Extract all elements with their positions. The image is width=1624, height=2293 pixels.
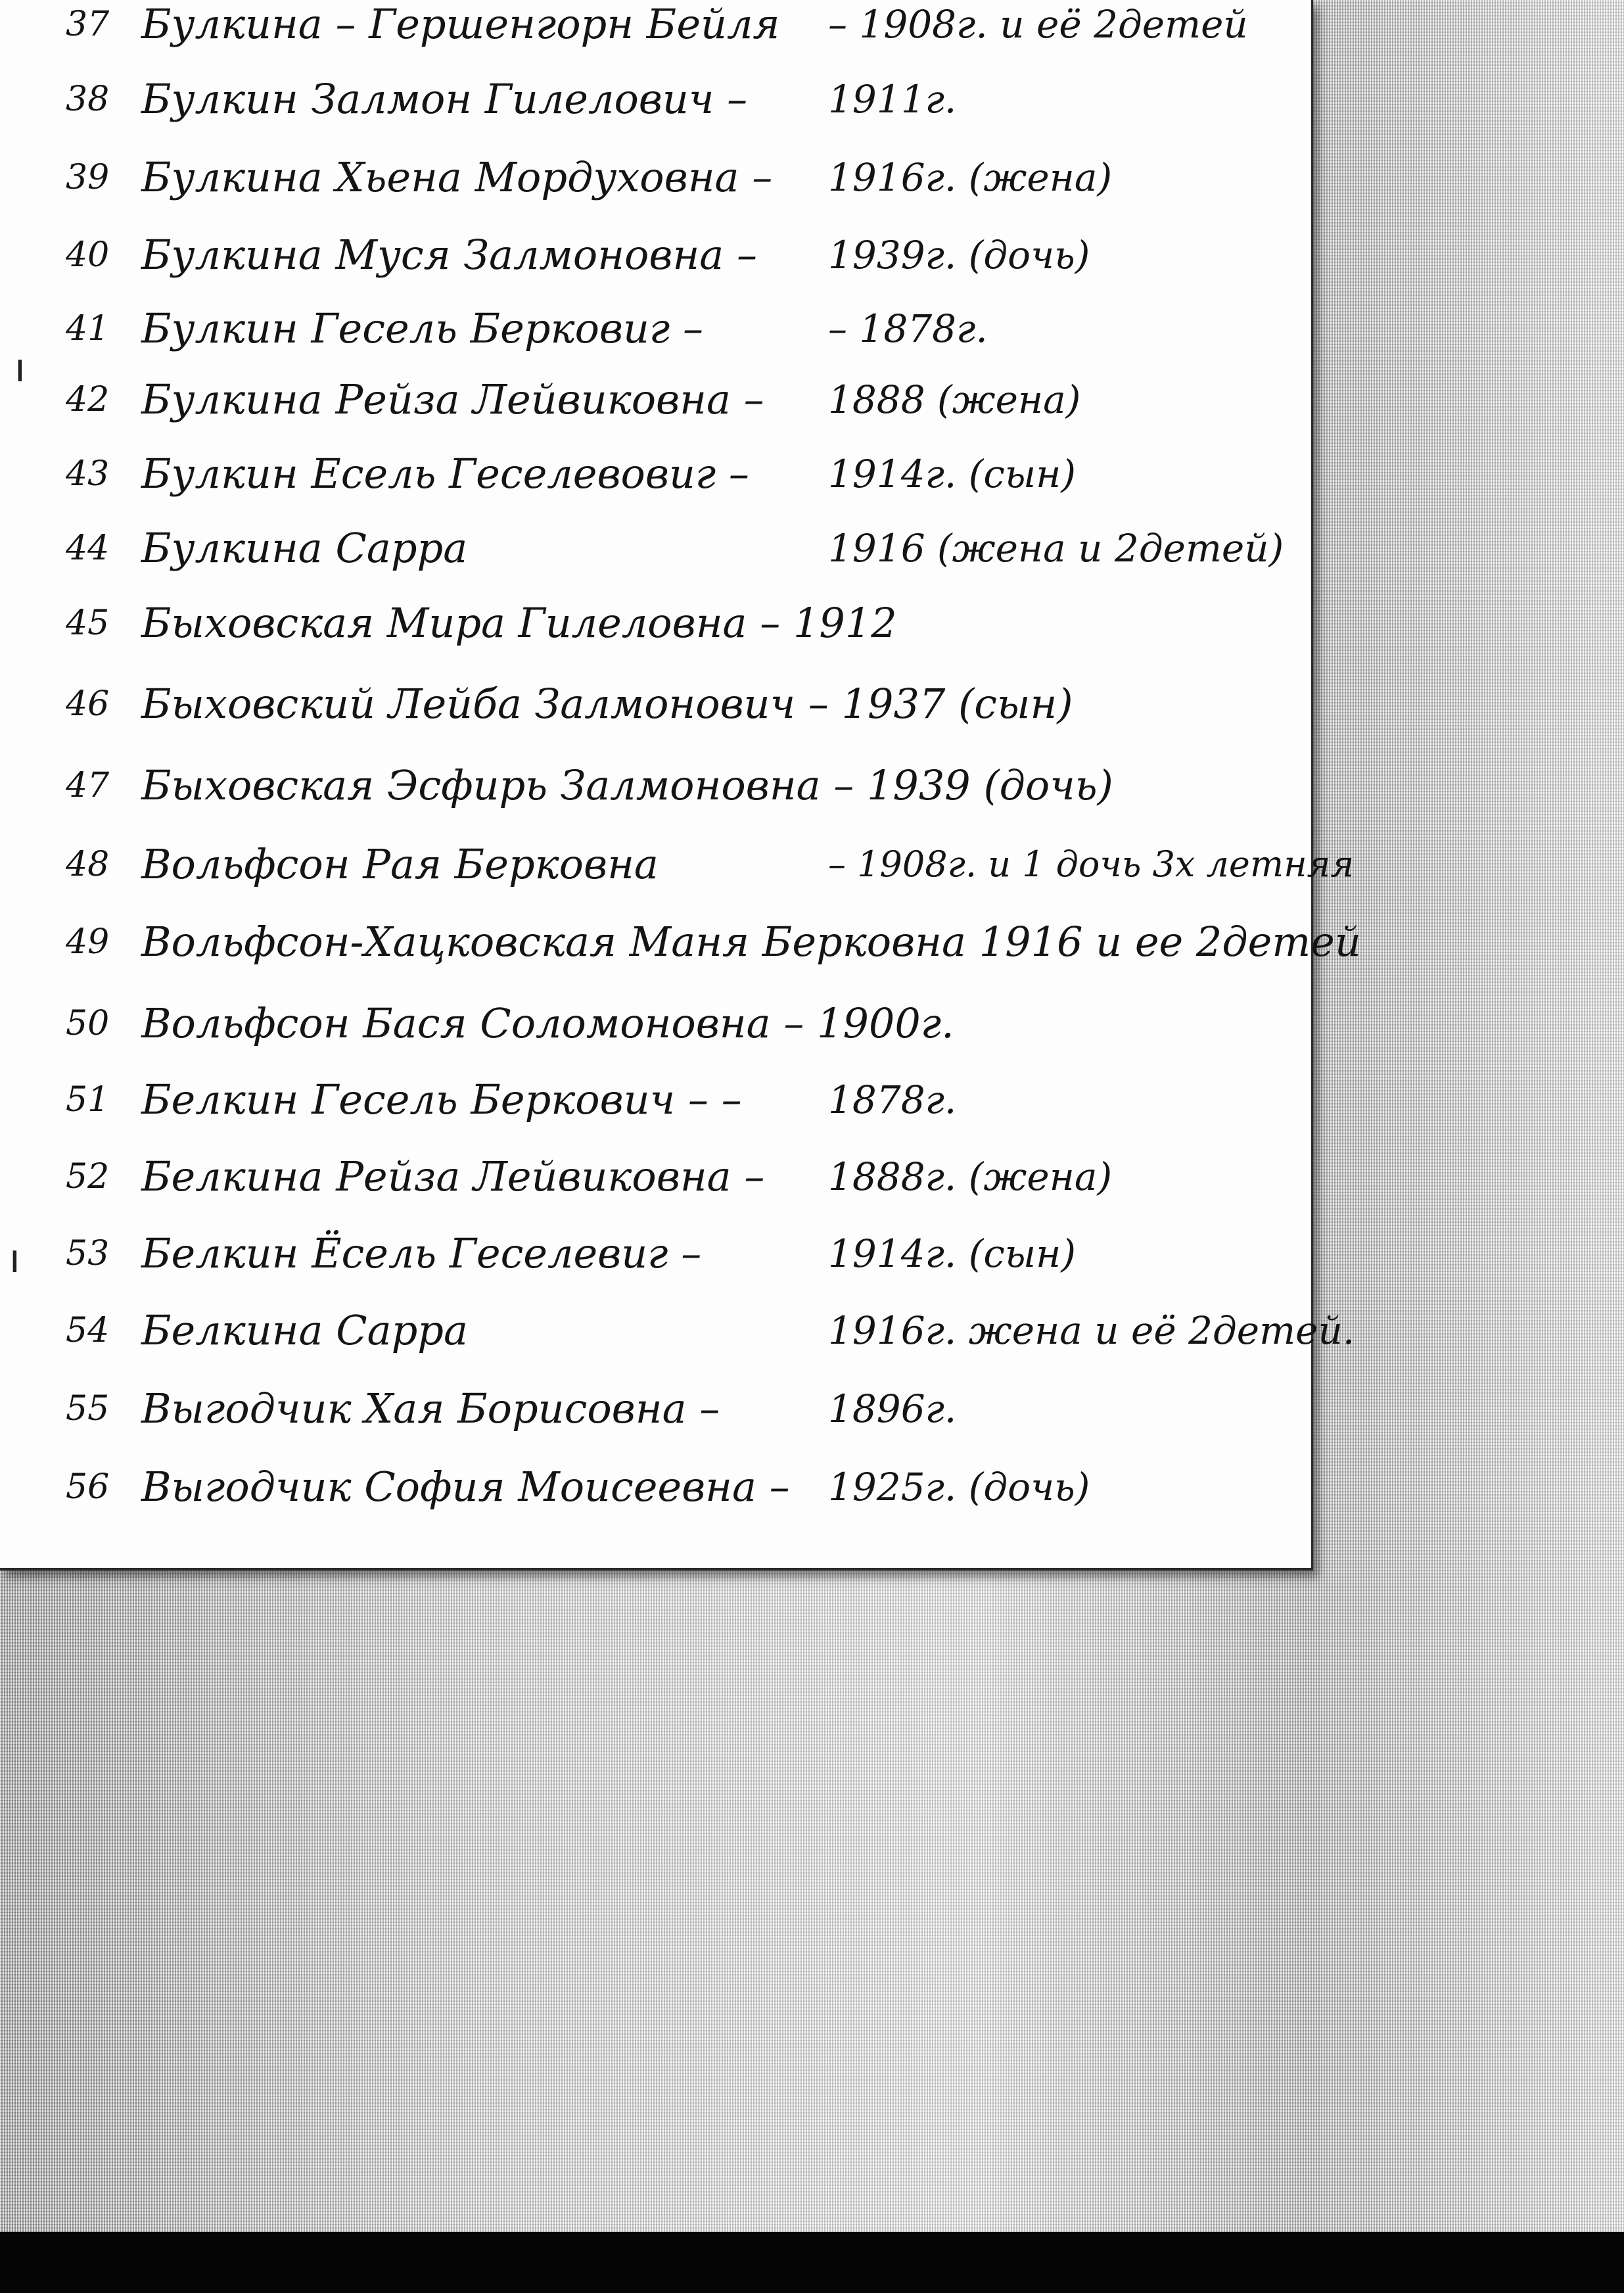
entry-number: 55 — [66, 1389, 110, 1429]
entry-name: Булкина Рейза Лейвиковна – — [141, 375, 764, 423]
entry-name: Вольфсон-Хацковская Маня Берковна 1916 и ее 2детей — [141, 918, 1361, 966]
entry-name: Белкин Ёсель Геселевиг – — [141, 1229, 702, 1277]
entry-number: 49 — [66, 922, 110, 962]
entry-number: 41 — [66, 309, 110, 348]
list-item — [0, 987, 1311, 1060]
entry-info: 1916г. (жена) — [828, 155, 1113, 200]
entry-name: Булкина Хьена Мордуховна – — [141, 153, 773, 201]
list-item — [0, 364, 1311, 436]
entry-number: 42 — [66, 380, 110, 419]
list-item — [0, 438, 1311, 510]
entry-info: – 1878г. — [828, 306, 988, 351]
entry-name: Булкина Сарра — [141, 524, 468, 572]
entry-name: Булкин Есель Геселевовиг – — [141, 450, 749, 498]
entry-info: 1888 (жена) — [828, 377, 1081, 422]
entry-name: Выгодчик Хая Борисовна – — [141, 1384, 720, 1432]
list-item — [0, 1294, 1355, 1367]
entry-name: Быховская Эсфирь Залмоновна – 1939 (дочь) — [141, 761, 1113, 809]
entry-info: 1939г. (дочь) — [828, 233, 1090, 277]
entry-number: 52 — [66, 1157, 110, 1196]
list-item — [0, 828, 1355, 901]
entry-name: Булкина Муся Залмоновна – — [141, 231, 757, 279]
list-item — [0, 1217, 1311, 1290]
entry-name: Белкин Гесель Беркович – – — [141, 1076, 742, 1123]
list-item — [0, 1373, 1311, 1445]
list-item — [0, 512, 1311, 584]
list-item — [0, 906, 1361, 978]
entry-info: 1914г. (сын) — [828, 452, 1076, 496]
list-item — [0, 749, 1311, 822]
entry-info: – 1908г. и 1 дочь 3х летняя — [828, 843, 1355, 885]
entry-info: 1916 (жена и 2детей) — [828, 526, 1284, 571]
entry-name: Белкина Рейза Лейвиковна – — [141, 1152, 765, 1200]
entry-number: 38 — [66, 80, 110, 119]
list-item — [0, 63, 1311, 135]
entry-info: 1914г. (сын) — [828, 1231, 1076, 1276]
entry-number: 51 — [66, 1080, 110, 1120]
entry-number: 50 — [66, 1004, 110, 1043]
list-item — [0, 141, 1311, 214]
entry-number: 56 — [66, 1467, 110, 1507]
list-item — [0, 1451, 1311, 1523]
margin-mark: ı — [14, 345, 26, 391]
entry-name: Быховская Мира Гилеловна – 1912 — [141, 599, 897, 647]
list-item — [0, 293, 1311, 365]
entry-number: 53 — [66, 1234, 110, 1273]
entry-info: 1878г. — [828, 1077, 957, 1122]
entry-number: 54 — [66, 1311, 110, 1350]
entry-number: 47 — [66, 766, 110, 805]
list-item — [0, 1064, 1311, 1136]
entry-name: Выгодчик София Моисеевна – — [141, 1463, 790, 1511]
entry-name: Булкин Гесель Берковиг – — [141, 304, 703, 352]
entry-info: 1896г. — [828, 1386, 957, 1431]
entry-info: 1888г. (жена) — [828, 1154, 1113, 1199]
entry-info: 1916г. жена и её 2детей. — [828, 1308, 1355, 1353]
entry-name: Булкин Залмон Гилелович – — [141, 75, 748, 123]
entry-number: 40 — [66, 235, 110, 275]
entry-number: 37 — [66, 5, 110, 44]
entry-number: 43 — [66, 454, 110, 494]
entry-name: Вольфсон Рая Берковна — [141, 840, 659, 888]
list-item — [0, 668, 1311, 740]
entry-number: 45 — [66, 603, 110, 643]
entry-name: Булкина – Гершенгорн Бейля — [141, 0, 780, 48]
list-item — [0, 0, 1311, 60]
entry-info: 1911г. — [828, 77, 957, 122]
entry-number: 46 — [66, 684, 110, 724]
entry-info: 1925г. (дочь) — [828, 1465, 1090, 1509]
list-item — [0, 1141, 1311, 1213]
margin-mark: ı — [9, 1236, 20, 1282]
entry-number: 48 — [66, 845, 110, 884]
entry-number: 44 — [66, 529, 110, 568]
list-item — [0, 587, 1311, 659]
list-item — [0, 219, 1311, 291]
entry-name: Вольфсон Бася Соломоновна – 1900г. — [141, 999, 954, 1047]
entry-name: Белкина Сарра — [141, 1306, 468, 1354]
scan-bottom-edge — [0, 2232, 1624, 2293]
entry-info: – 1908г. и её 2детей — [828, 2, 1248, 47]
entry-name: Быховский Лейба Залмонович – 1937 (сын) — [141, 680, 1073, 728]
entry-number: 39 — [66, 158, 110, 197]
